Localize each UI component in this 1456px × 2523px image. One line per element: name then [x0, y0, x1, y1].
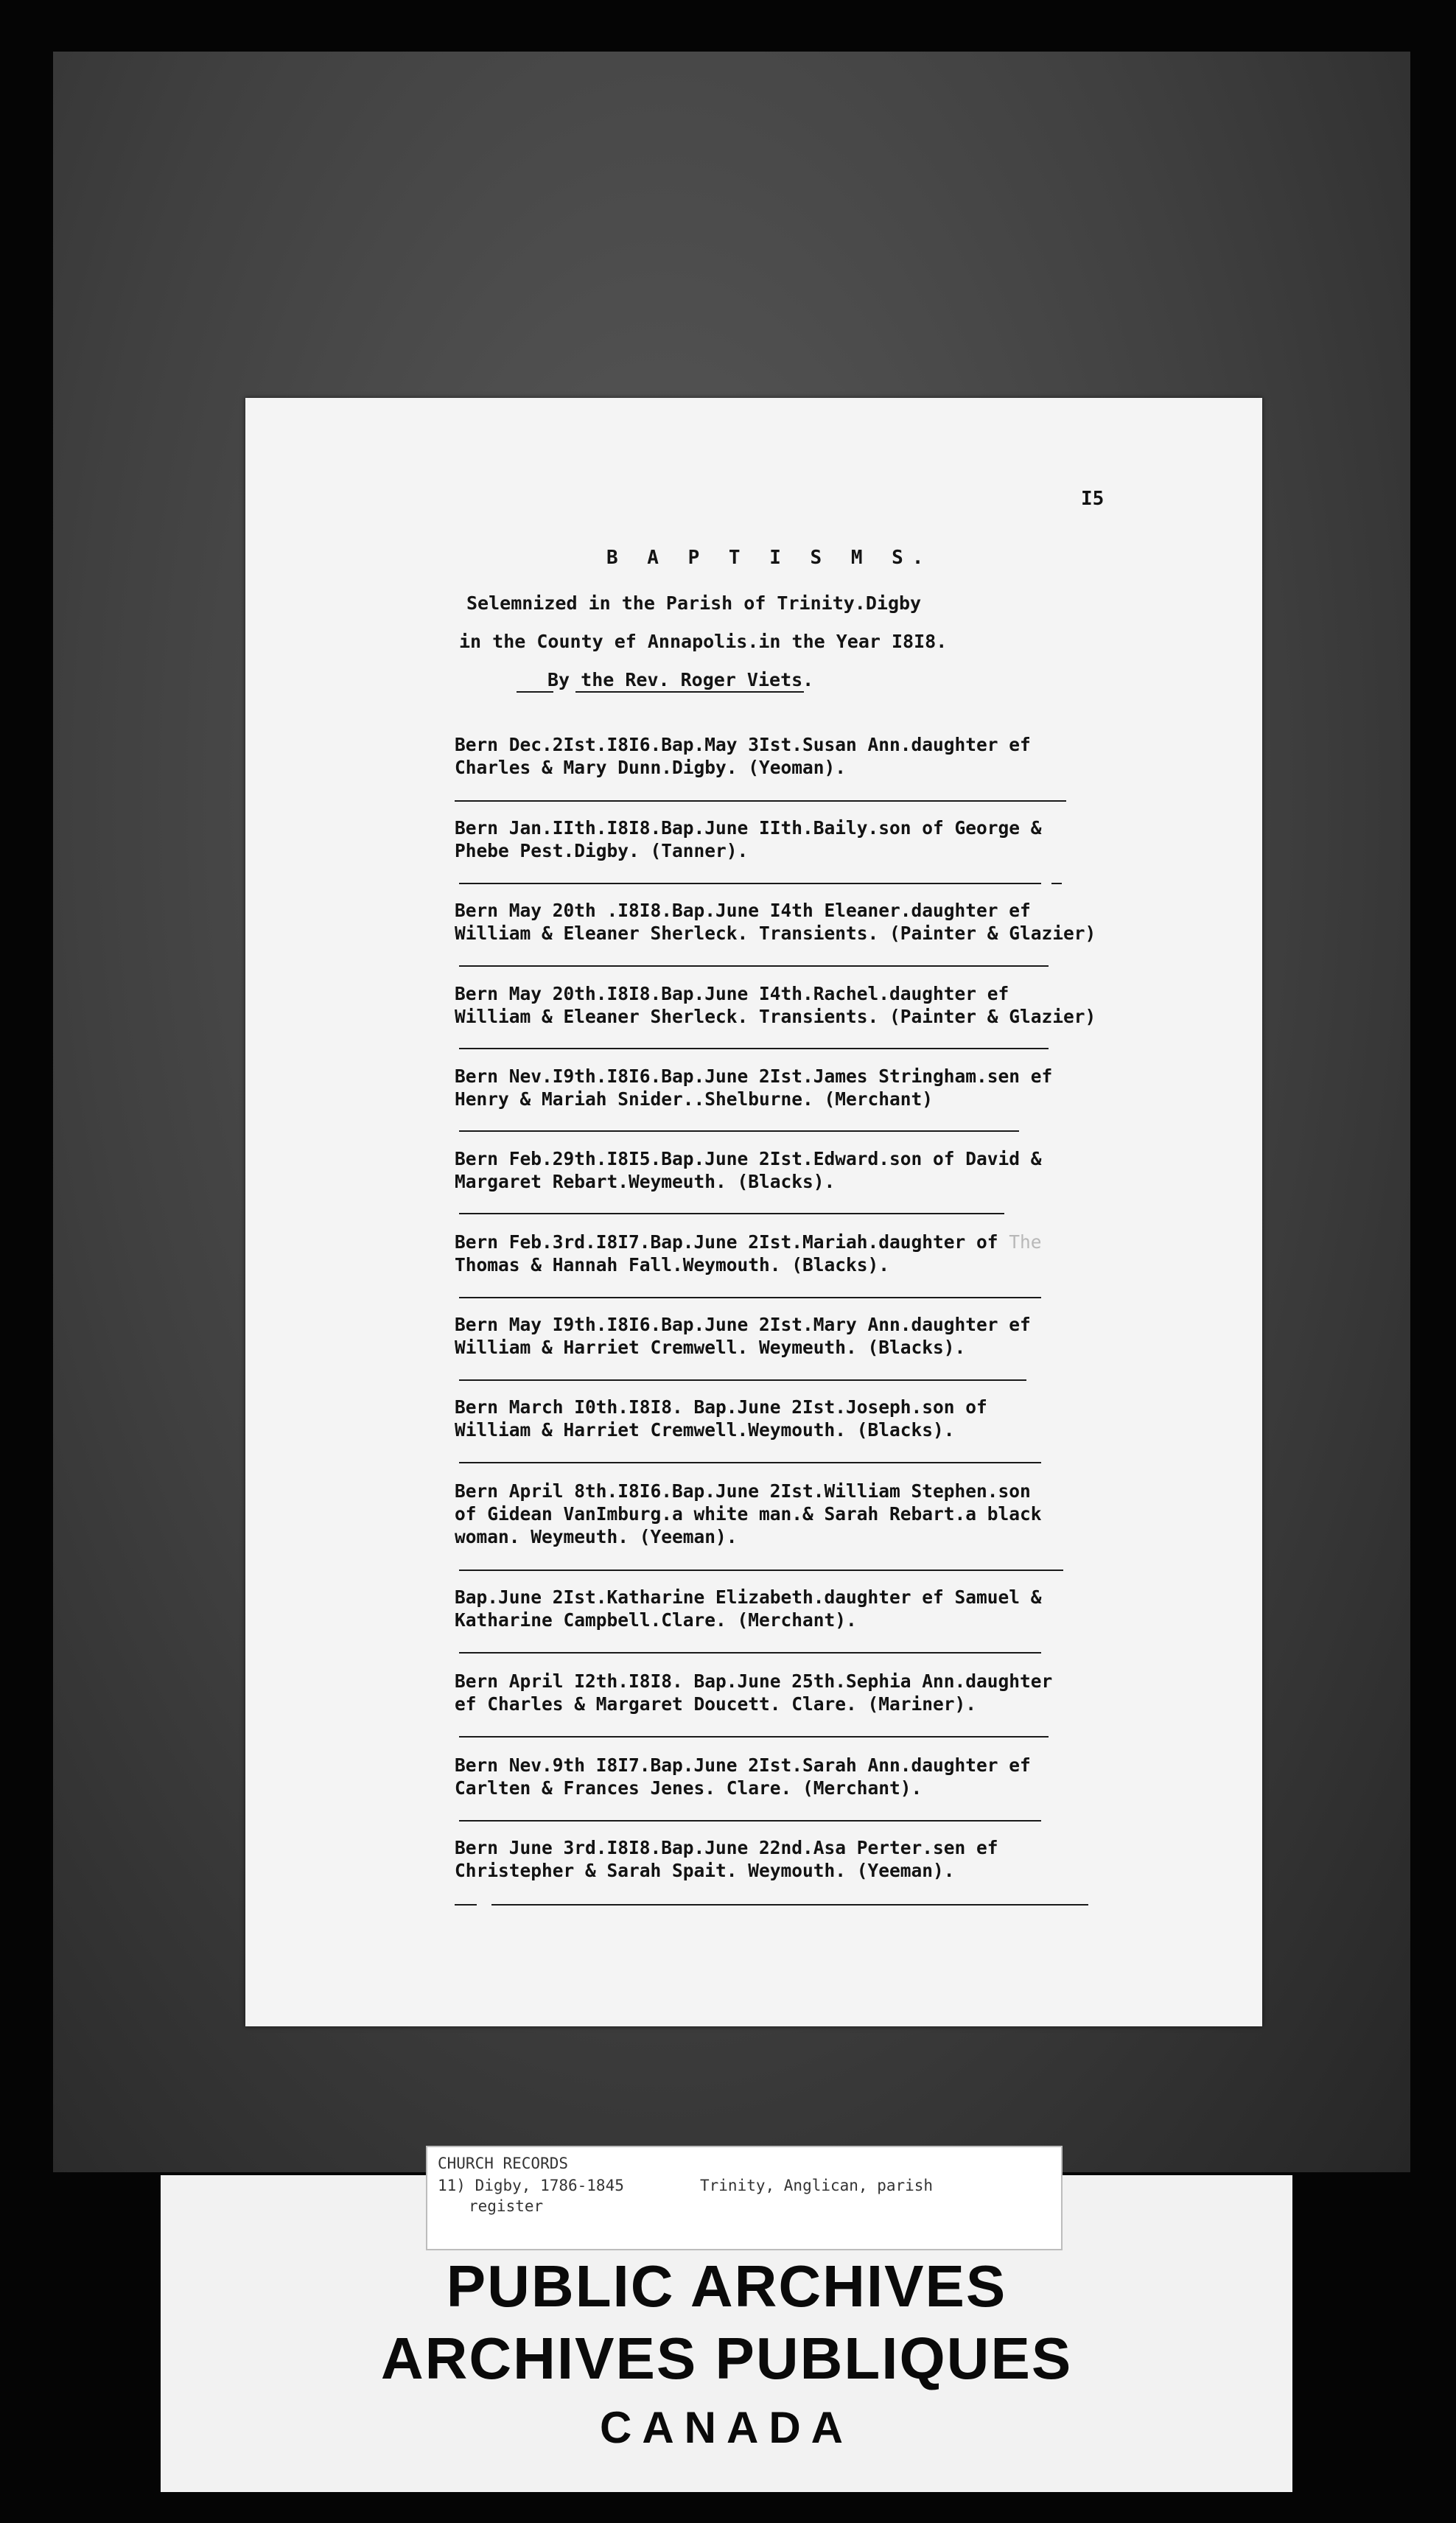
- baptism-entry: [455, 1396, 987, 1441]
- entry-line: Bern June 3rd.I8I8.Bap.June 22nd.Asa Perter.sen ef: [455, 1837, 998, 1858]
- baptism-entry: [455, 1754, 1031, 1799]
- entry-line: Bern Nev.I9th.I8I6.Bap.June 2Ist.James Stringham.sen ef: [455, 1065, 1053, 1087]
- baptism-entry: [455, 982, 1096, 1028]
- entry-rule: [1051, 883, 1062, 884]
- baptism-entry: [455, 1313, 1031, 1359]
- archives-country: CANADA: [600, 2403, 853, 2452]
- entry-line: Katharine Campbell.Clare. (Merchant).: [455, 1609, 857, 1631]
- entry-line: Bern May 20th.I8I8.Bap.June I4th.Rachel.daughter ef: [455, 983, 1009, 1004]
- entry-rule: [459, 1048, 1049, 1049]
- baptism-entry: [455, 1231, 1042, 1276]
- entry-line: Bern Jan.IIth.I8I8.Bap.June IIth.Baily.son of George &: [455, 817, 1042, 839]
- entry-line: ef Charles & Margaret Doucett. Clare. (Mariner).: [455, 1693, 977, 1715]
- entry-rule: [459, 1652, 1041, 1654]
- catalog-heading: CHURCH RECORDS: [438, 2155, 569, 2172]
- baptism-entry: [455, 1586, 1042, 1631]
- entry-line: Bern Feb.3rd.I8I7.Bap.June 2Ist.Mariah.daughter of The: [455, 1231, 1042, 1253]
- entry-rule: [459, 1297, 1041, 1298]
- entry-line: Bern Nev.9th I8I7.Bap.June 2Ist.Sarah Ann.daughter ef: [455, 1754, 1031, 1776]
- entry-line: Phebe Pest.Digby. (Tanner).: [455, 840, 749, 861]
- entry-line: Bern Dec.2Ist.I8I6.Bap.May 3Ist.Susan Ann.daughter ef: [455, 734, 1031, 755]
- entry-line: Christepher & Sarah Spait. Weymouth. (Yeeman).: [455, 1860, 955, 1881]
- header-rule: [575, 691, 804, 693]
- archives-title-fr: ARCHIVES PUBLIQUES: [380, 2326, 1073, 2391]
- page-number: I5: [1081, 488, 1105, 510]
- baptism-entry: [455, 1147, 1042, 1193]
- catalog-reference: 11) Digby, 1786-1845: [438, 2177, 624, 2194]
- baptism-entry: [455, 1065, 1052, 1110]
- entry-rule: [459, 1462, 1041, 1463]
- entry-line: Margaret Rebart.Weymeuth. (Blacks).: [455, 1171, 836, 1192]
- entry-rule: [455, 1904, 477, 1906]
- catalog-description-cont: register: [469, 2197, 544, 2215]
- entry-line: Bap.June 2Ist.Katharine Elizabeth.daughter ef Samuel &: [455, 1586, 1042, 1608]
- entry-line: Bern Feb.29th.I8I5.Bap.June 2Ist.Edward.son of David &: [455, 1148, 1042, 1169]
- catalog-description: Trinity, Anglican, parish: [700, 2177, 934, 2194]
- baptism-entry: [455, 1836, 998, 1882]
- entry-rule: [459, 1213, 1004, 1214]
- entry-rule: [459, 1820, 1041, 1822]
- entry-line: William & Eleaner Sherleck. Transients. (Painter & Glazier): [455, 923, 1096, 944]
- catalog-card: [426, 2146, 1063, 2250]
- entry-rule: [459, 1130, 1019, 1132]
- baptism-entry: [455, 1670, 1052, 1715]
- entry-rule: [459, 883, 1041, 884]
- entry-line: Thomas & Hannah Fall.Weymouth. (Blacks).: [455, 1254, 890, 1276]
- faint-bleedthrough-text: The: [1009, 1231, 1042, 1253]
- register-subtitle-county: in the County ef Annapolis.in the Year I8I8.: [459, 631, 948, 652]
- entry-line: Bern May I9th.I8I6.Bap.June 2Ist.Mary Ann.daughter ef: [455, 1314, 1031, 1335]
- baptism-entry: [455, 816, 1042, 862]
- register-subtitle-reverend: By the Rev. Roger Viets.: [547, 669, 814, 690]
- entry-line: of Gidean VanImburg.a white man.& Sarah Rebart.a black: [455, 1503, 1042, 1525]
- entry-line: William & Eleaner Sherleck. Transients. (Painter & Glazier): [455, 1006, 1096, 1027]
- entry-line: Bern March I0th.I8I8. Bap.June 2Ist.Joseph.son of: [455, 1396, 987, 1418]
- entry-line: Bern April 8th.I8I6.Bap.June 2Ist.William Stephen.son: [455, 1480, 1031, 1502]
- entry-rule: [491, 1904, 1088, 1906]
- entry-rule: [459, 965, 1049, 967]
- entry-line: woman. Weymeuth. (Yeeman).: [455, 1526, 738, 1547]
- entry-line: Henry & Mariah Snider..Shelburne. (Merchant): [455, 1088, 934, 1110]
- entry-rule: [459, 1736, 1049, 1738]
- archives-label-strip: [161, 2155, 1292, 2492]
- entry-line: Bern April I2th.I8I8. Bap.June 25th.Sephia Ann.daughter: [455, 1670, 1053, 1692]
- entry-rule: [455, 800, 1066, 802]
- register-subtitle-parish: Selemnized in the Parish of Trinity.Digby: [466, 592, 922, 614]
- entry-rule: [459, 1379, 1026, 1381]
- entry-line: Charles & Mary Dunn.Digby. (Yeoman).: [455, 757, 847, 778]
- baptism-entry: [455, 899, 1096, 945]
- entry-line: William & Harriet Cremwell. Weymeuth. (Blacks).: [455, 1337, 966, 1358]
- baptism-entry: [455, 1480, 1042, 1548]
- entry-line: Bern May 20th .I8I8.Bap.June I4th Eleaner.daughter ef: [455, 900, 1031, 921]
- register-title: B A P T I S M S.: [606, 547, 933, 569]
- register-page: [245, 398, 1262, 2026]
- header-rule: [517, 691, 553, 693]
- archives-title-en: PUBLIC ARCHIVES: [446, 2253, 1007, 2319]
- entry-line: Carlten & Frances Jenes. Clare. (Merchant).: [455, 1777, 923, 1799]
- entry-rule: [459, 1570, 1063, 1571]
- entry-line: William & Harriet Cremwell.Weymouth. (Blacks).: [455, 1419, 955, 1441]
- baptism-entry: [455, 733, 1031, 779]
